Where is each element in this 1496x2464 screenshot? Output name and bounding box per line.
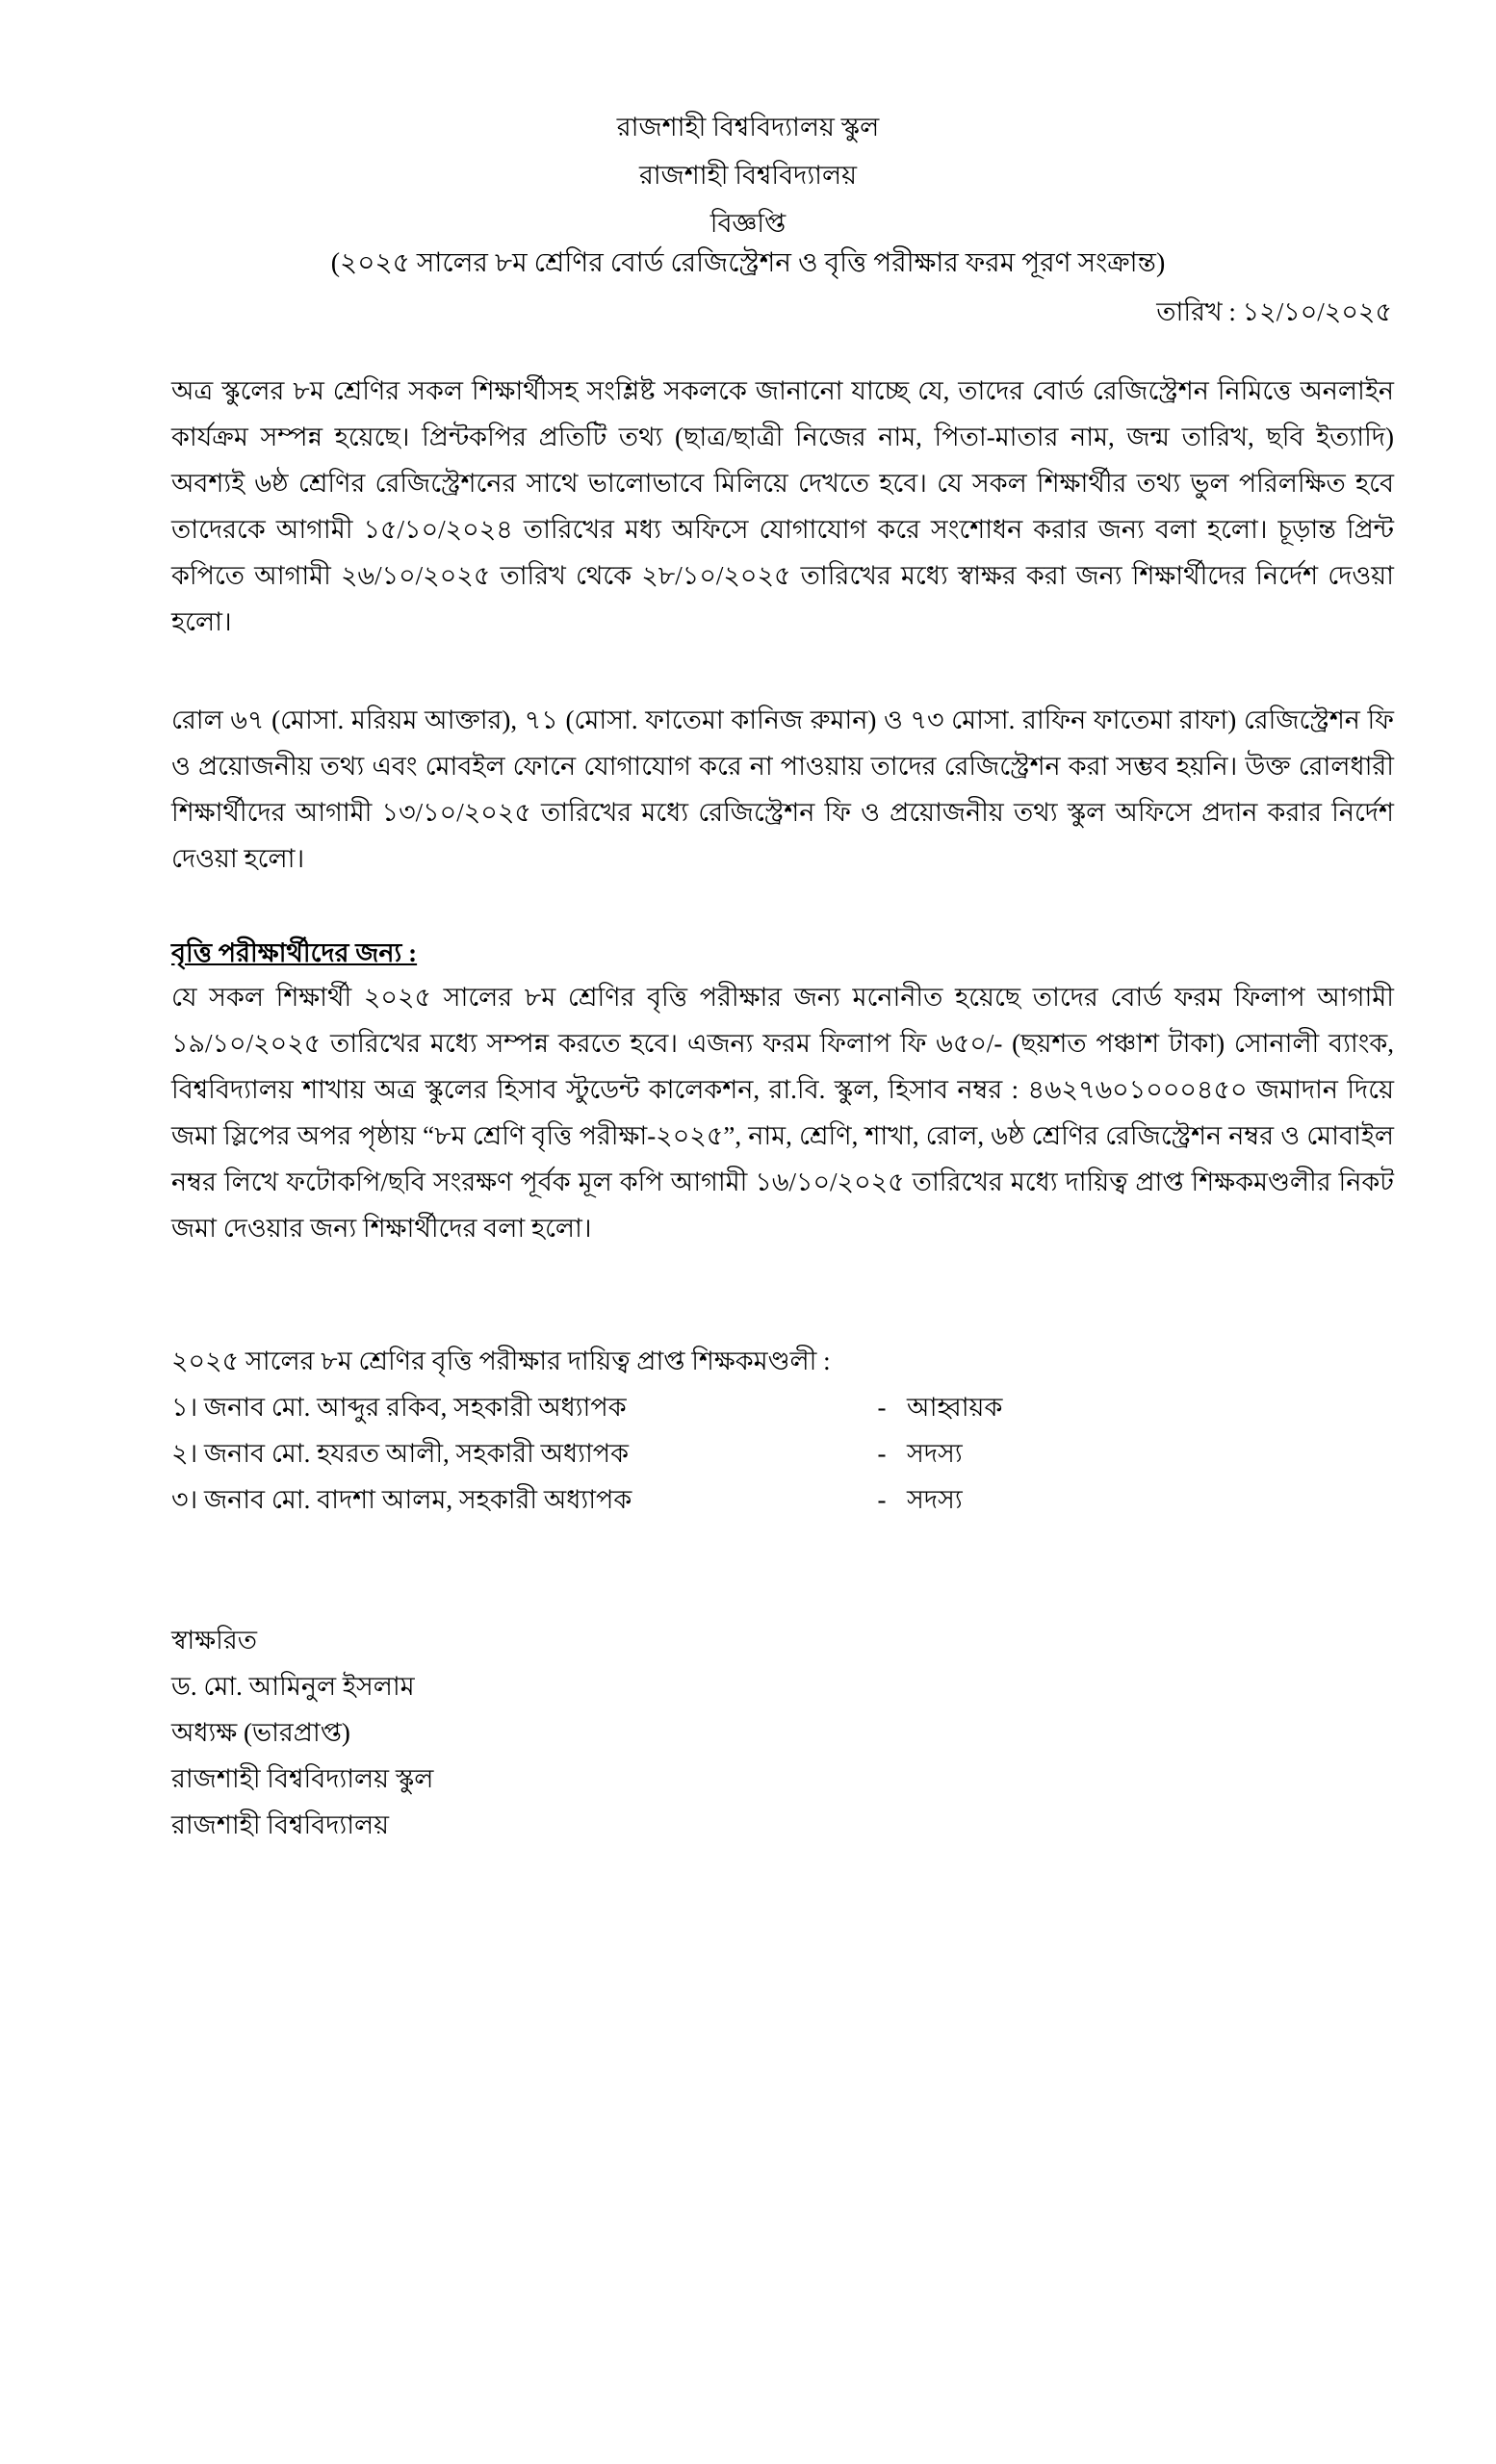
member-name: ৩। জনাব মো. বাদশা আলম, সহকারী অধ্যাপক: [171, 1485, 632, 1514]
pending-rolls-paragraph: [171, 697, 1394, 882]
committee-list: [171, 1338, 1134, 1523]
scholarship-heading: বৃত্তি পরীক্ষার্থীদের জন্য :: [171, 938, 418, 967]
pending-rolls-paragraph-text: রোল ৬৭ (মোসা. মরিয়ম আক্তার), ৭১ (মোসা. ফাতেমা কানিজ রুমান) ও ৭৩ মোসা. রাফিন ফাতেমা রাফা) রেজিস্ট্রেশন ফি ও প্রয়োজনীয় তথ্য এবং মোবইল ফোনে যোগাযোগ করে না পাওয়ায় তাদের রেজিস্ট্রেশন করা সম্ভব হয়নি। উক্ত রোলধারী শিক্ষার্থীদের আগামী ১৩/১০/২০২৫ তারিখের মধ্যে রেজিস্ট্রেশন ফি ও প্রয়োজনীয় তথ্য স্কুল অফিসে প্রদান করার নির্দেশ দেওয়া হলো।: [171, 706, 1394, 873]
registration-paragraph: [171, 368, 1394, 645]
scholarship-paragraph: [171, 974, 1394, 1251]
registration-paragraph-text: অত্র স্কুলের ৮ম শ্রেণির সকল শিক্ষার্থীসহ সংশ্লিষ্ট সকলকে জানানো যাচ্ছে যে, তাদের বোর্ড রেজিস্ট্রেশন নিমিত্তে অনলাইন কার্যক্রম সম্পন্ন হয়েছে। প্রিন্টকপির প্রতিটি তথ্য (ছাত্র/ছাত্রী নিজের নাম, পিতা-মাতার নাম, জন্ম তারিখ, ছবি ইত্যাদি) অবশ্যই ৬ষ্ঠ শ্রেণির রেজিস্ট্রেশনের সাথে ভালোভাবে মিলিয়ে দেখতে হবে। যে সকল শিক্ষার্থীর তথ্য ভুল পরিলক্ষিত হবে তাদেরকে আগামী ১৫/১০/২০২৪ তারিখের মধ্য অফিসে যোগাযোগ করে সংশোধন করার জন্য বলা হলো। চূড়ান্ত প্রিন্ট কপিতে আগামী ২৬/১০/২০২৫ তারিখ থেকে ২৮/১০/২০২৫ তারিখের মধ্যে স্বাক্ষর করা জন্য শিক্ষার্থীদের নির্দেশ দেওয়া হলো।: [171, 376, 1394, 636]
committee-member: [171, 1384, 1134, 1430]
school-name: রাজশাহী বিশ্ববিদ্যালয় স্কুল: [616, 113, 880, 141]
committee-member: [171, 1476, 1134, 1523]
notice-date: তারিখ : ১২/১০/২০২৫: [1156, 297, 1392, 326]
signatory-institution: রাজশাহী বিশ্ববিদ্যালয় স্কুল: [171, 1764, 434, 1793]
member-dash: -: [877, 1439, 887, 1468]
signatory-designation: অধ্যক্ষ (ভারপ্রাপ্ত): [171, 1718, 350, 1747]
member-dash: -: [877, 1393, 887, 1422]
member-role: সদস্য: [907, 1485, 963, 1514]
member-role: সদস্য: [907, 1439, 963, 1468]
member-name: ১। জনাব মো. আব্দুর রকিব, সহকারী অধ্যাপক: [171, 1393, 627, 1422]
committee-title: ২০২৫ সালের ৮ম শ্রেণির বৃত্তি পরীক্ষার দায়িত্ব প্রাপ্ত শিক্ষকমণ্ডলী :: [171, 1347, 831, 1375]
scholarship-paragraph-text: যে সকল শিক্ষার্থী ২০২৫ সালের ৮ম শ্রেণির বৃত্তি পরীক্ষার জন্য মনোনীত হয়েছে তাদের বোর্ড ফরম ফিলাপ আগামী ১৯/১০/২০২৫ তারিখের মধ্যে সম্পন্ন করতে হবে। এজন্য ফরম ফিলাপ ফি ৬৫০/- (ছয়শত পঞ্চাশ টাকা) সোনালী ব্যাংক, বিশ্ববিদ্যালয় শাখায় অত্র স্কুলের হিসাব স্টুডেন্ট কালেকশন, রা.বি. স্কুল, হিসাব নম্বর : ৪৬২৭৬০১০০০৪৫০ জমাদান দিয়ে জমা স্লিপের অপর পৃষ্ঠায় “৮ম শ্রেণি বৃত্তি পরীক্ষা-২০২৫”, নাম, শ্রেণি, শাখা, রোল, ৬ষ্ঠ শ্রেণির রেজিস্ট্রেশন নম্বর ও মোবাইল নম্বর লিখে ফটোকপি/ছবি সংরক্ষণ পূর্বক মূল কপি আগামী ১৬/১০/২০২৫ তারিখের মধ্যে দায়িত্ব প্রাপ্ত শিক্ষকমণ্ডলীর নিকট জমা দেওয়ার জন্য শিক্ষার্থীদের বলা হলো।: [171, 983, 1394, 1243]
signed-label: স্বাক্ষরিত: [171, 1626, 257, 1655]
member-name: ২। জনাব মো. হযরত আলী, সহকারী অধ্যাপক: [171, 1439, 630, 1468]
member-role: আহ্বায়ক: [907, 1393, 1003, 1422]
notice-subject: (২০২৫ সালের ৮ম শ্রেণির বোর্ড রেজিস্ট্রেশন ও বৃত্তি পরীক্ষার ফরম পূরণ সংক্রান্ত): [330, 248, 1166, 278]
signatory-university: রাজশাহী বিশ্ববিদ্যালয়: [171, 1810, 390, 1839]
signature-block: [171, 1617, 433, 1848]
notice-title: বিজ্ঞপ্তি: [709, 209, 787, 238]
university-name: রাজশাহী বিশ্ববিদ্যালয়: [638, 161, 858, 190]
member-dash: -: [877, 1485, 887, 1514]
committee-member: [171, 1430, 1134, 1476]
signatory-name: ড. মো. আমিনুল ইসলাম: [171, 1672, 415, 1701]
